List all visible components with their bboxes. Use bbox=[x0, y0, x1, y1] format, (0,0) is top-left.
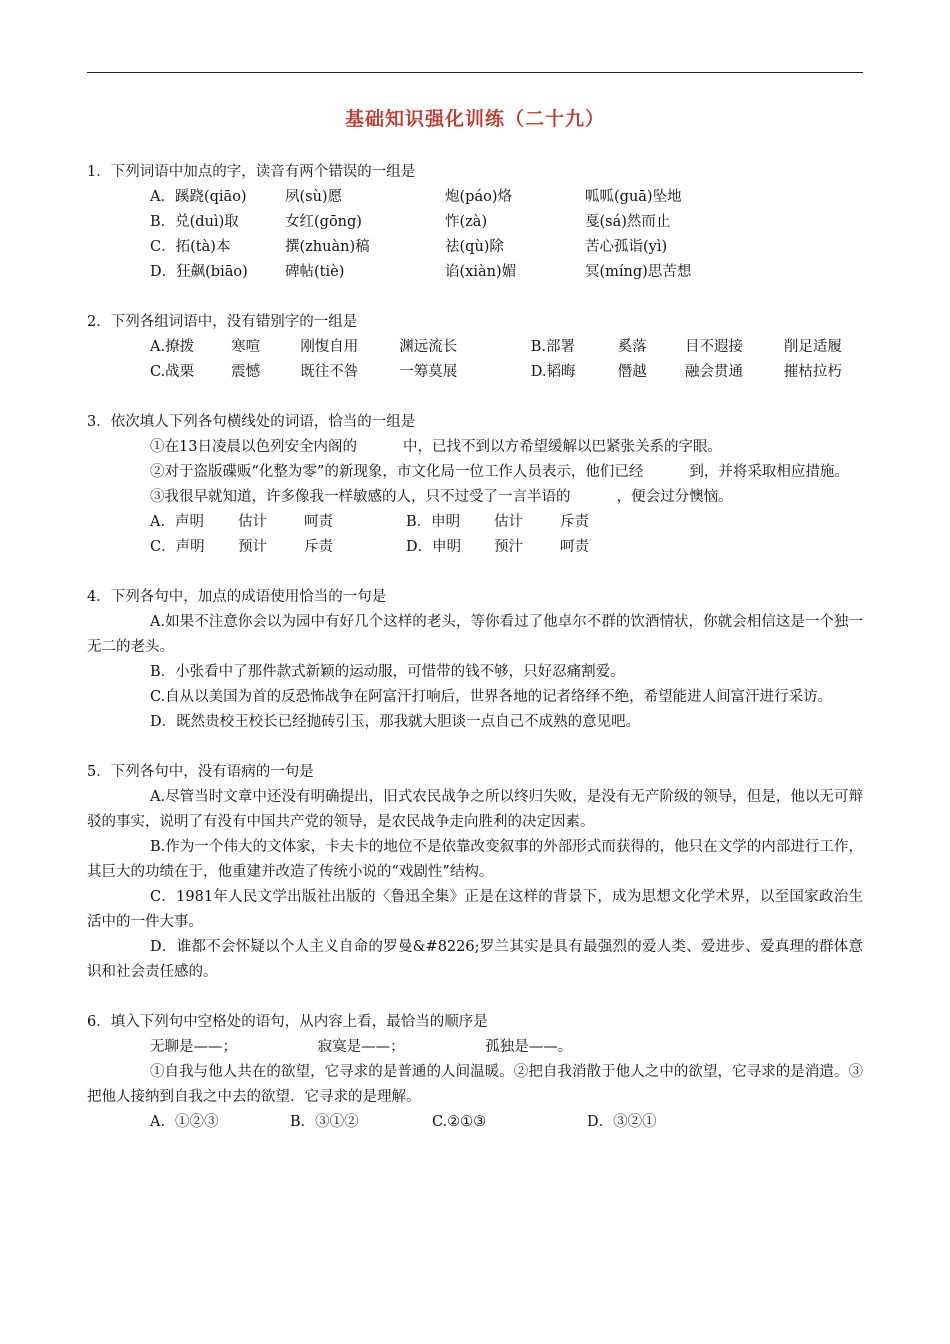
option-b: B．小张看中了那件款式新颖的运动服，可惜带的钱不够，只好忍痛割爱。 bbox=[150, 664, 625, 680]
question-1 bbox=[87, 160, 863, 285]
option-row-cd bbox=[150, 535, 863, 560]
cell: 戛(sá)然而止 bbox=[585, 214, 671, 230]
cell: 渊远流长 bbox=[399, 339, 458, 355]
question-2 bbox=[87, 310, 863, 385]
cell: 呵责 bbox=[560, 539, 589, 555]
option-a: A.如果不注意你会以为园中有好几个这样的老头，等你看过了他卓尔不群的饮酒情状，你就会相信这是一个独一无二的老头。 bbox=[87, 614, 863, 655]
cell: 既往不咎 bbox=[300, 364, 359, 380]
blank-statement: 无聊是——； bbox=[150, 1039, 237, 1055]
question-6 bbox=[87, 1010, 863, 1135]
cell: A．蹊跷(qiāo) bbox=[150, 189, 247, 205]
cell: 呵责 bbox=[304, 514, 333, 530]
option-d: D．既然贵校王校长已经抛砖引玉，那我就大胆谈一点自己不成熟的意见吧。 bbox=[150, 714, 641, 730]
option-row-a bbox=[150, 185, 863, 210]
option-row bbox=[150, 1110, 863, 1135]
sentence-1: ①在13日凌晨以色列安全内阁的 中，已找不到以方希望缓解以巴紧张关系的字眼。 bbox=[150, 439, 723, 455]
cell: 奚落 bbox=[617, 339, 647, 355]
cell: 祛(qù)除 bbox=[445, 239, 504, 255]
cell: 估计 bbox=[494, 514, 523, 530]
cell: 夙(sù)愿 bbox=[285, 189, 343, 205]
cell: 撰(zhuàn)稿 bbox=[285, 239, 370, 255]
cell: 炮(páo)烙 bbox=[445, 189, 512, 205]
option-d: D．谁都不会怀疑以个人主义自命的罗曼&#8226;罗兰其实是具有最强烈的爱人类、爱进步、爱真理的群体意识和社会责任感的。 bbox=[87, 939, 863, 980]
option-b: B.作为一个伟大的文体家，卡夫卡的地位不是依靠改变叙事的外部形式而获得的，他只在文学的内部进行工作，其巨大的功绩在于，他重建并改造了传统小说的“戏剧性”结构。 bbox=[87, 839, 863, 880]
cell: 谄(xiàn)媚 bbox=[445, 264, 517, 280]
option-row-cd bbox=[150, 360, 863, 385]
cell: D．狂飙(biāo) bbox=[150, 264, 248, 280]
cell: 震憾 bbox=[231, 364, 261, 380]
cell: 斥责 bbox=[560, 514, 589, 530]
cell: 怍(zà) bbox=[445, 214, 488, 230]
cell: D.韬晦 bbox=[530, 364, 576, 380]
cell: B．③①② bbox=[290, 1114, 359, 1130]
sentence-2: ②对于盗版碟贩“化整为零”的新现象，市文化局一位工作人员表示，他们已经 到，并将采取相应措施。 bbox=[150, 464, 849, 480]
option-row-c bbox=[150, 235, 863, 260]
question-1-options bbox=[87, 185, 863, 285]
cell: 呱呱(guā)坠地 bbox=[585, 189, 682, 205]
question-3-stem: 3．依次填人下列各句横线处的词语，恰当的一组是 bbox=[87, 414, 416, 430]
cell: 融会贯通 bbox=[685, 364, 744, 380]
blank-statements bbox=[87, 1035, 863, 1060]
cell: C.战栗 bbox=[150, 364, 195, 380]
cell: 削足适履 bbox=[783, 339, 842, 355]
question-5-stem: 5．下列各句中，没有语病的一句是 bbox=[87, 764, 314, 780]
cell: 碑帖(tiè) bbox=[285, 264, 345, 280]
cell: 预计 bbox=[238, 539, 267, 555]
cell: 一筹莫展 bbox=[399, 364, 458, 380]
cell: 苦心孤诣(yì) bbox=[585, 239, 668, 255]
cell: C.②①③ bbox=[432, 1114, 487, 1130]
cell: A.撩拨 bbox=[150, 339, 195, 355]
cell: D．③②① bbox=[587, 1114, 657, 1130]
sentence-3: ③我很早就知道，许多像我一样敏感的人，只不过受了一言半语的 ，便会过分懊恼。 bbox=[150, 489, 733, 505]
option-row-ab bbox=[150, 335, 863, 360]
blank-statement: 寂寞是——； bbox=[317, 1039, 405, 1055]
option-c: C.自从以美国为首的反恐怖战争在阿富汗打响后，世界各地的记者络绎不绝，希望能进人间富汗进行采访。 bbox=[150, 689, 833, 705]
cell: A．声明 bbox=[150, 514, 204, 530]
blank-statement: 孤独是——。 bbox=[485, 1039, 573, 1055]
question-1-stem: 1．下列词语中加点的字，读音有两个错误的一组是 bbox=[87, 164, 416, 180]
option-c: C．1981年人民文学出版社出版的〈鲁迅全集》正是在这样的背景下，成为思想文化学术界，以至国家政治生活中的一件大事。 bbox=[87, 889, 863, 930]
question-2-stem: 2．下列各组词语中，没有错别字的一组是 bbox=[87, 314, 358, 330]
option-row-ab bbox=[150, 510, 863, 535]
cell: 斥责 bbox=[304, 539, 333, 555]
cell: 刚愎自用 bbox=[300, 339, 359, 355]
page-title: 基础知识强化训练（二十九） bbox=[344, 108, 605, 130]
top-rule bbox=[87, 72, 863, 73]
question-2-options bbox=[87, 335, 863, 385]
cell: 目不遐接 bbox=[685, 339, 744, 355]
question-6-options bbox=[87, 1110, 863, 1135]
question-3-options bbox=[87, 510, 863, 560]
cell: B．申明 bbox=[406, 514, 461, 530]
cell: B.部署 bbox=[530, 339, 575, 355]
cell: 冥(míng)思苦想 bbox=[585, 264, 692, 280]
question-4 bbox=[87, 585, 863, 735]
cell: 估计 bbox=[238, 514, 267, 530]
question-5 bbox=[87, 760, 863, 985]
question-6-stem: 6．填入下列句中空格处的语句，从内容上看，最恰当的顺序是 bbox=[87, 1014, 488, 1030]
cell: B．兑(duì)取 bbox=[150, 214, 239, 230]
option-row-d bbox=[150, 260, 863, 285]
cell: 女红(gōng) bbox=[285, 214, 362, 230]
document-body bbox=[87, 160, 863, 1160]
choices-paragraph: ①自我与他人共在的欲望，它寻求的是普通的人间温暖。②把自我消散于他人之中的欲望，它寻求的是消遣。③把他人接纳到自我之中去的欲望．它寻求的是理解。 bbox=[87, 1064, 863, 1105]
cell: 僭越 bbox=[617, 364, 647, 380]
question-4-stem: 4．下列各句中，加点的成语使用恰当的一句是 bbox=[87, 589, 387, 605]
question-3 bbox=[87, 410, 863, 560]
cell: C．拓(tà)本 bbox=[150, 239, 231, 255]
cell: A．①②③ bbox=[150, 1114, 219, 1130]
cell: 摧枯拉朽 bbox=[783, 364, 842, 380]
option-a: A.尽管当时文章中还没有明确提出，旧式农民战争之所以终归失败，是没有无产阶级的领导，但是，他以无可辩驳的事实，说明了有没有中国共产党的领导，是农民战争走向胜利的决定因素。 bbox=[87, 789, 863, 830]
cell: C．声明 bbox=[150, 539, 205, 555]
cell: 寒喧 bbox=[231, 339, 261, 355]
option-row-b bbox=[150, 210, 863, 235]
cell: 预汁 bbox=[494, 539, 523, 555]
cell: D．申明 bbox=[406, 539, 462, 555]
